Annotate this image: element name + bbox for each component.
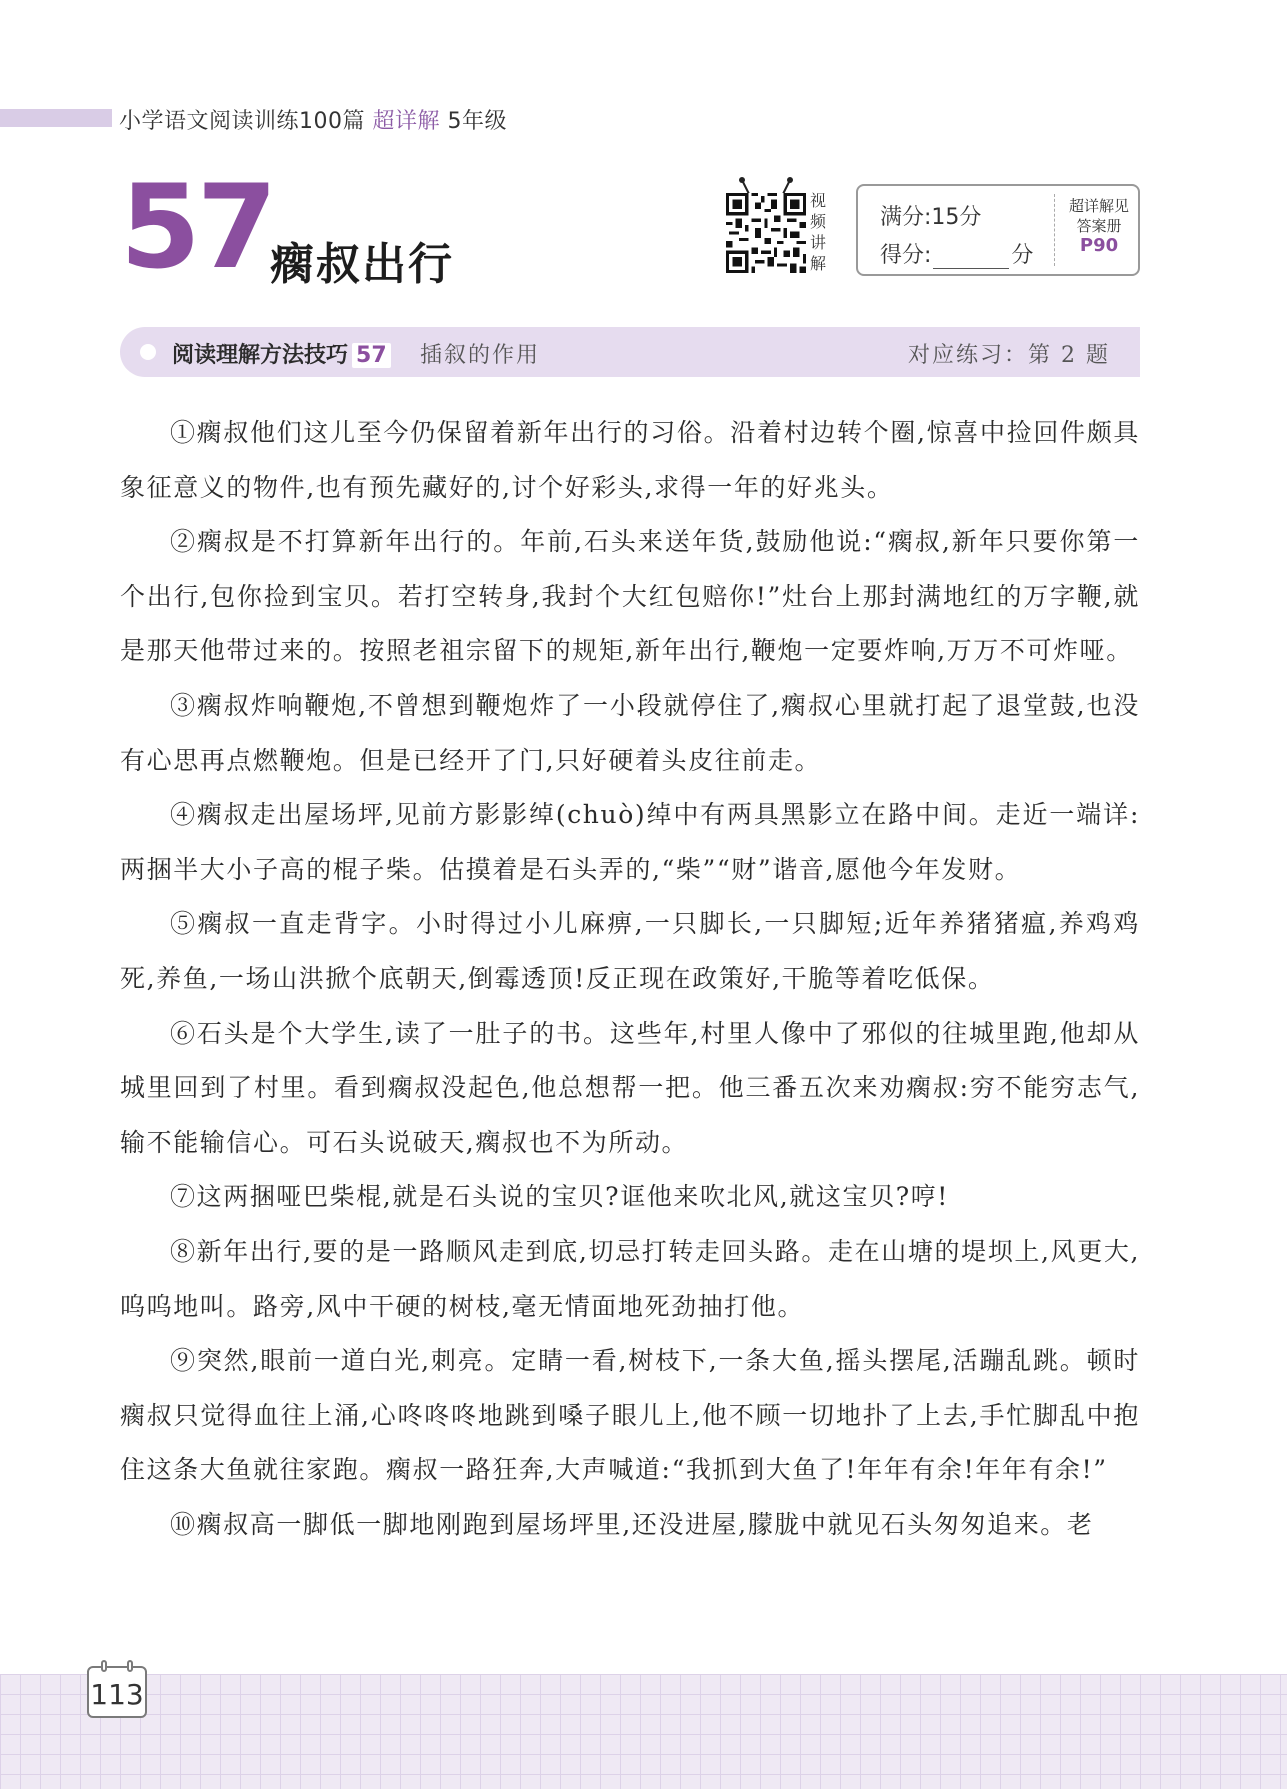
paragraph-5: ⑤瘸叔一直走背字。小时得过小儿麻痹,一只脚长,一只脚短;近年养猪猪瘟,养鸡鸡死,养鱼,一场山洪掀个底朝天,倒霉透顶!反正现在政策好,干脆等着吃低保。 — [120, 909, 1140, 993]
paragraph-9: ⑨突然,眼前一道白光,刺亮。定睛一看,树枝下,一条大鱼,摇头摆尾,活蹦乱跳。顿时瘸叔只觉得血往上涌,心咚咚咚地跳到嗓子眼儿上,他不顾一切地扑了上去,手忙脚乱中抱住这条大鱼就往家跑。瘸叔一路狂奔,大声喊道:“我抓到大鱼了!年年有余!年年有余!” — [120, 1346, 1140, 1485]
score-blank[interactable] — [933, 248, 1009, 269]
page-number-calendar — [87, 1666, 147, 1718]
practice-reference: 对应练习：第 2 题 — [908, 343, 1110, 368]
paragraph-8: ⑧新年出行,要的是一路顺风走到底,切忌打转走回头路。走在山塘的堤坝上,风更大,呜呜地叫。路旁,风中干硬的树枝,毫无情面地死劲抽打他。 — [120, 1236, 1140, 1321]
series-title: 小学语文阅读训练100篇 — [119, 109, 365, 134]
qr-code-icon[interactable] — [726, 193, 806, 273]
paragraph-10: ⑩瘸叔高一脚低一脚地刚跑到屋场坪里,还没进屋,朦胧中就见石头匆匆追来。老 — [170, 1509, 1094, 1539]
paragraph-1: ①瘸叔他们这儿至今仍保留着新年出行的习俗。沿着村边转个圈,惊喜中捡回件颇具象征意义的物件,也有预先藏好的,讨个好彩头,求得一年的好兆头。 — [120, 418, 1140, 502]
footer-grid — [0, 1674, 1287, 1789]
header-accent-bar — [0, 109, 112, 127]
answer-ref-line1: 超详解见 — [1068, 197, 1129, 215]
method-number: 57 — [352, 343, 391, 368]
paragraph-3: ③瘸叔炸响鞭炮,不曾想到鞭炮炸了一小段就停住了,瘸叔心里就打起了退堂鼓,也没有心思再点燃鞭炮。但是已经开了门,只好硬着头皮往前走。 — [120, 690, 1140, 775]
bullet-dot-icon — [140, 344, 156, 360]
method-banner — [120, 327, 1140, 377]
full-score: 满分:15分 — [880, 205, 982, 230]
method-topic: 插叙的作用 — [420, 343, 541, 368]
score-field — [880, 238, 1033, 269]
answer-reference — [1060, 196, 1138, 256]
score-box — [856, 184, 1140, 276]
method-label-text: 阅读理解方法技巧 — [172, 343, 349, 368]
grade-label: 5年级 — [447, 109, 508, 134]
score-prefix: 得分: — [880, 243, 932, 268]
calendar-ring-icon — [101, 1660, 107, 1672]
series-header — [119, 104, 507, 135]
qr-label-char: 讲 — [809, 233, 826, 252]
paragraph-7: ⑦这两捆哑巴柴棍,就是石头说的宝贝?诓他来吹北风,就这宝贝?哼! — [170, 1182, 949, 1212]
qr-label-char: 频 — [809, 212, 826, 231]
paragraph-6: ⑥石头是个大学生,读了一肚子的书。这些年,村里人像中了邪似的往城里跑,他却从城里回到了村里。看到瘸叔没起色,他总想帮一把。他三番五次来劝瘸叔:穷不能穷志气,输不能输信心。可石头说破天,瘸叔也不为所动。 — [120, 1018, 1140, 1157]
series-subtitle: 超详解 — [372, 109, 441, 134]
qr-label-char: 解 — [809, 254, 826, 273]
page-number: 113 — [90, 1678, 144, 1711]
score-divider — [1054, 194, 1055, 266]
reading-passage — [120, 406, 1140, 1552]
calendar-ring-icon — [127, 1660, 133, 1672]
paragraph-2: ②瘸叔是不打算新年出行的。年前,石头来送年货,鼓励他说:“瘸叔,新年只要你第一个出行,包你捡到宝贝。若打空转身,我封个大红包赔你!”灶台上那封满地红的万字鞭,就是那天他带过来的。按照老祖宗留下的规矩,新年出行,鞭炮一定要炸响,万万不可炸哑。 — [120, 527, 1140, 666]
lesson-number: 57 — [120, 160, 274, 295]
video-explain-label — [808, 190, 828, 274]
answer-page: P90 — [1079, 235, 1119, 256]
qr-label-char: 视 — [809, 191, 826, 210]
paragraph-4: ④瘸叔走出屋场坪,见前方影影绰(chuò)绰中有两具黑影立在路中间。走近一端详:两捆半大小子高的棍子柴。估摸着是石头弄的,“柴”“财”谐音,愿他今年发财。 — [120, 800, 1140, 884]
lesson-title: 瘸叔出行 — [270, 239, 454, 290]
method-label — [172, 338, 391, 369]
score-suffix: 分 — [1011, 243, 1034, 268]
answer-ref-line2: 答案册 — [1076, 217, 1122, 235]
